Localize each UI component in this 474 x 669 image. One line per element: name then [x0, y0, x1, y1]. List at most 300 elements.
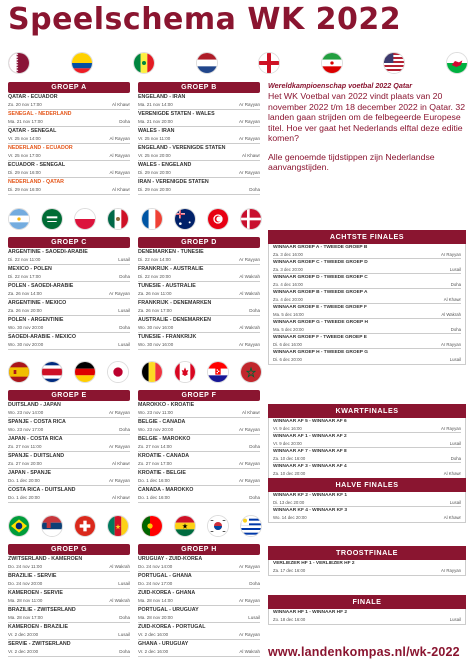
round-heading: HALVE FINALES: [268, 478, 466, 492]
match-date: Wo. 30 nov 20:00: [8, 342, 44, 347]
match-meta: [138, 614, 260, 621]
match-teams: TUNESIE - FRANKRIJK: [138, 334, 197, 340]
serbia-flag: [41, 515, 63, 537]
match-teams: WINNAAR HF 1 - WINNAAR HF 2: [273, 610, 348, 615]
match-row: [8, 110, 130, 127]
knockout-match: [273, 259, 461, 274]
match-teams: URUGUAY - ZUID-KOREA: [138, 556, 203, 562]
match-date: Wo. 30 nov 16:00: [138, 342, 174, 347]
page-title: Speelschema WK 2022: [8, 2, 402, 37]
group-heading: GROEP G: [8, 544, 130, 555]
match-row: [138, 589, 260, 606]
match-teams: QATAR - SENEGAL: [8, 128, 57, 134]
match-meta: [138, 426, 260, 433]
match-teams: ZUID-KOREA - PORTUGAL: [138, 624, 206, 630]
match-teams: ENGELAND - VERENIGDE STATEN: [138, 145, 226, 151]
match-venue: Lusail: [449, 499, 461, 505]
match-teams: DUITSLAND - JAPAN: [8, 402, 61, 408]
match-date: Zo. 27 nov 11:00: [8, 444, 42, 449]
match-date: Vr. 2 dec 20:00: [8, 632, 39, 637]
match-teams: WALES - ENGELAND: [138, 162, 192, 168]
match-date: Za. 10 dec 16:00: [273, 455, 306, 461]
match-meta: [8, 477, 130, 484]
group-heading: GROEP A: [8, 82, 130, 93]
match-teams: WALES - IRAN: [138, 128, 175, 134]
match-date: Ma. 28 nov 11:00: [8, 598, 43, 603]
match-venue: Ar Rayyan: [238, 136, 260, 141]
knockout-match: [273, 463, 461, 478]
match-meta: [8, 426, 130, 433]
match-venue: Lusail: [449, 356, 461, 362]
match-teams: GHANA - URUGUAY: [138, 641, 189, 647]
match-meta: [138, 494, 260, 501]
belgium-flag: [141, 361, 163, 383]
match-row: [8, 333, 130, 350]
match-teams: WINNAAR KF 2 - WINNAAR KF 1: [273, 493, 348, 498]
knockout-match: [273, 244, 461, 259]
match-venue: Al Khawr: [111, 102, 130, 107]
ecuador-flag: [71, 52, 93, 74]
match-meta: [138, 118, 260, 125]
saudi-arabia-flag: [41, 208, 63, 230]
match-date: Zo. 27 nov 20:00: [8, 461, 42, 466]
match-venue: Lusail: [449, 616, 461, 622]
match-date: Za. 3 dec 16:00: [273, 251, 303, 257]
match-row: [138, 178, 260, 195]
knockout-match: [273, 560, 461, 575]
match-meta: [8, 341, 130, 348]
match-venue: Al Khawr: [241, 153, 260, 158]
knockout-match: [273, 448, 461, 463]
match-venue: Lusail: [449, 266, 461, 272]
knockout-match: [273, 433, 461, 448]
match-venue: Doha: [119, 325, 130, 330]
match-date: Di. 13 dec 20:00: [273, 499, 305, 505]
match-teams: WINNAAR GROEP A - TWEEDE GROEP B: [273, 245, 368, 250]
match-date: Wo. 23 nov 20:00: [138, 427, 174, 432]
match-date: Vr. 2 dec 20:00: [8, 649, 39, 654]
match-meta: [138, 477, 260, 484]
match-meta: [273, 267, 461, 273]
knockout-match: [273, 349, 461, 364]
match-venue: Al Wakrah: [109, 598, 130, 603]
match-meta: [138, 631, 260, 638]
match-venue: Ar Rayyan: [238, 257, 260, 262]
match-venue: Al Wakrah: [239, 325, 260, 330]
match-venue: Al Khawr: [443, 470, 461, 476]
match-teams: WINNAAR AF 1 - WINNAAR AF 2: [273, 434, 347, 439]
iran-flag: [321, 52, 343, 74]
croatia-flag: [207, 361, 229, 383]
match-row: [8, 248, 130, 265]
match-venue: Ar Rayyan: [440, 567, 461, 573]
match-meta: [138, 101, 260, 108]
knockout-match: [273, 507, 461, 522]
match-date: Vr. 25 nov 17:00: [8, 153, 41, 158]
match-row: [8, 144, 130, 161]
match-teams: ZUID-KOREA - GHANA: [138, 590, 196, 596]
match-venue: Lusail: [118, 257, 130, 262]
match-meta: [138, 341, 260, 348]
match-date: Di. 29 nov 20:00: [138, 187, 171, 192]
match-date: Vr. 25 nov 20:00: [138, 153, 171, 158]
match-venue: Doha: [119, 119, 130, 124]
japan-flag: [107, 361, 129, 383]
match-row: [138, 333, 260, 350]
match-venue: Al Khawr: [111, 461, 130, 466]
match-teams: ECUADOR - SENEGAL: [8, 162, 66, 168]
match-teams: KAMEROEN - BRAZILIE: [8, 624, 69, 630]
match-meta: [8, 135, 130, 142]
match-meta: [273, 342, 461, 348]
match-date: Ma. 5 dec 20:00: [273, 326, 304, 332]
match-venue: Ar Rayyan: [108, 410, 130, 415]
match-date: Zo. 20 nov 17:00: [8, 102, 42, 107]
match-teams: WINNAAR AF 7 - WINNAAR AF 8: [273, 449, 347, 454]
match-date: Wo. 23 nov 14:00: [8, 410, 44, 415]
match-meta: [138, 409, 260, 416]
intro-title: Wereldkampioenschap voetbal 2022 Qatar: [268, 81, 413, 90]
intro-note: Alle genoemde tijdstippen zijn Nederlandse aanvangstijden.: [268, 151, 435, 172]
match-venue: Doha: [249, 495, 260, 500]
match-meta: [138, 290, 260, 297]
match-meta: [273, 456, 461, 462]
match-venue: Ar Rayyan: [238, 427, 260, 432]
match-date: Za. 26 nov 14:00: [8, 291, 42, 296]
match-teams: SAOEDI-ARABIE - MEXICO: [8, 334, 76, 340]
match-row: [8, 178, 130, 195]
flag-row: [8, 515, 262, 541]
match-row: [138, 110, 260, 127]
match-meta: [8, 563, 130, 570]
match-teams: BRAZILIE - SERVIE: [8, 573, 57, 579]
round-matches: [268, 418, 466, 479]
match-teams: WINNAAR GROEP F - TWEEDE GROEP E: [273, 335, 367, 340]
match-row: [8, 452, 130, 469]
match-date: Di. 22 nov 14:00: [138, 257, 171, 262]
match-meta: [138, 256, 260, 263]
match-date: Di. 6 dec 16:00: [273, 341, 302, 347]
match-teams: AUSTRALIE - DENEMARKEN: [138, 317, 211, 323]
match-row: [8, 299, 130, 316]
match-date: Do. 1 dec 16:00: [138, 495, 170, 500]
match-row: [8, 265, 130, 282]
match-date: Do. 24 nov 14:00: [138, 564, 173, 569]
match-row: [138, 606, 260, 623]
match-teams: KROATIE - BELGIE: [138, 470, 186, 476]
match-teams: VERENIGDE STATEN - WALES: [138, 111, 215, 117]
match-meta: [8, 152, 130, 159]
match-meta: [138, 597, 260, 604]
match-venue: Al Khawr: [443, 514, 461, 520]
match-teams: ENGELAND - IRAN: [138, 94, 186, 100]
match-meta: [138, 186, 260, 193]
knockout-match: [273, 609, 461, 624]
match-teams: QATAR - ECUADOR: [8, 94, 58, 100]
match-date: Ma. 28 nov 17:00: [8, 615, 43, 620]
match-row: [138, 93, 260, 110]
group-heading: GROEP C: [8, 237, 130, 248]
group-c: [8, 237, 130, 350]
match-date: Wo. 14 dec 20:00: [273, 514, 307, 520]
match-venue: Ar Rayyan: [108, 478, 130, 483]
match-row: [138, 248, 260, 265]
flag-row: [8, 361, 262, 387]
knockout-match: [273, 304, 461, 319]
knockout-match: [273, 418, 461, 433]
match-row: [138, 282, 260, 299]
round-matches: [268, 609, 466, 625]
match-row: [138, 435, 260, 452]
flag-row: [8, 208, 262, 234]
match-venue: Ar Rayyan: [108, 291, 130, 296]
group-d: [138, 237, 260, 350]
match-venue: Ar Rayyan: [238, 102, 260, 107]
match-meta: [8, 169, 130, 176]
match-meta: [8, 307, 130, 314]
match-teams: VERLIEZER HF 1 - VERLIEZER HF 2: [273, 561, 355, 566]
mexico-flag: [107, 208, 129, 230]
match-row: [8, 589, 130, 606]
match-venue: Ar Rayyan: [108, 444, 130, 449]
match-meta: [138, 443, 260, 450]
match-teams: FRANKRIJK - AUSTRALIE: [138, 266, 204, 272]
match-meta: [273, 426, 461, 432]
match-venue: Lusail: [248, 615, 260, 620]
denmark-flag: [240, 208, 262, 230]
match-row: [8, 555, 130, 572]
match-row: [138, 486, 260, 503]
match-teams: NEDERLAND - ECUADOR: [8, 145, 73, 151]
australia-flag: [174, 208, 196, 230]
match-date: Za. 26 nov 11:00: [138, 291, 172, 296]
knockout-match: [273, 319, 461, 334]
match-meta: [138, 169, 260, 176]
match-row: [8, 161, 130, 178]
match-meta: [273, 252, 461, 258]
match-teams: BRAZILIE - ZWITSERLAND: [8, 607, 76, 613]
match-teams: NEDERLAND - QATAR: [8, 179, 65, 185]
match-meta: [273, 515, 461, 521]
match-venue: Lusail: [118, 308, 130, 313]
round-matches: [268, 560, 466, 576]
match-teams: MAROKKO - KROATIE: [138, 402, 195, 408]
match-meta: [8, 118, 130, 125]
brazil-flag: [8, 515, 30, 537]
match-date: Do. 24 nov 17:00: [138, 581, 173, 586]
wales-flag: [446, 52, 468, 74]
intro-section: [268, 81, 466, 173]
match-venue: Ar Rayyan: [238, 119, 260, 124]
match-date: Zo. 4 dec 20:00: [273, 296, 303, 302]
usa-flag: [383, 52, 405, 74]
group-heading: GROEP F: [138, 390, 260, 401]
match-teams: POLEN - ARGENTINIE: [8, 317, 64, 323]
match-venue: Doha: [119, 615, 130, 620]
match-date: Vr. 2 dec 16:00: [138, 632, 169, 637]
match-teams: DENEMARKEN - TUNESIE: [138, 249, 204, 255]
match-venue: Doha: [450, 455, 461, 461]
match-row: [8, 93, 130, 110]
group-a: [8, 82, 130, 195]
match-date: Do. 1 dec 20:00: [8, 495, 40, 500]
match-row: [8, 418, 130, 435]
match-teams: WINNAAR GROEP G - TWEEDE GROEP H: [273, 320, 368, 325]
match-venue: Doha: [119, 427, 130, 432]
match-date: Wo. 30 nov 20:00: [8, 325, 44, 330]
france-flag: [141, 208, 163, 230]
match-teams: WINNAAR AF 5 - WINNAAR AF 6: [273, 419, 347, 424]
match-teams: FRANKRIJK - DENEMARKEN: [138, 300, 212, 306]
round-matches: [268, 244, 466, 365]
match-meta: [273, 312, 461, 318]
match-teams: WINNAAR GROEP B - TWEEDE GROEP A: [273, 290, 368, 295]
match-meta: [8, 324, 130, 331]
match-row: [138, 469, 260, 486]
match-meta: [273, 357, 461, 363]
match-venue: Ar Rayyan: [238, 564, 260, 569]
match-teams: PORTUGAL - GHANA: [138, 573, 192, 579]
argentina-flag: [8, 208, 30, 230]
match-teams: ARGENTINIE - MEXICO: [8, 300, 67, 306]
round-heading: KWARTFINALES: [268, 404, 466, 418]
group-heading: GROEP E: [8, 390, 130, 401]
match-date: Di. 22 nov 17:00: [8, 274, 41, 279]
match-row: [138, 640, 260, 657]
match-teams: WINNAAR GROEP H - TWEEDE GROEP G: [273, 350, 368, 355]
knockout-match: [273, 289, 461, 304]
match-teams: COSTA RICA - DUITSLAND: [8, 487, 76, 493]
match-teams: WINNAAR KF 4 - WINNAAR KF 3: [273, 508, 348, 513]
match-meta: [8, 290, 130, 297]
match-date: Ma. 28 nov 20:00: [138, 615, 173, 620]
match-date: Wo. 30 nov 16:00: [138, 325, 174, 330]
match-teams: BELGIE - CANADA: [138, 419, 186, 425]
match-venue: Doha: [450, 281, 461, 287]
match-date: Di. 29 nov 20:00: [138, 170, 171, 175]
match-venue: Doha: [119, 649, 130, 654]
match-teams: WINNAAR GROEP E - TWEEDE GROEP F: [273, 305, 367, 310]
match-meta: [138, 273, 260, 280]
match-row: [8, 435, 130, 452]
group-b: [138, 82, 260, 195]
match-venue: Al Rayyan: [109, 136, 130, 141]
match-date: Ma. 28 nov 14:00: [138, 598, 173, 603]
match-venue: Al Wakrah: [239, 291, 260, 296]
match-date: Wo. 23 nov 11:00: [138, 410, 173, 415]
match-date: Za. 26 nov 20:00: [8, 308, 42, 313]
match-row: [8, 282, 130, 299]
match-venue: Doha: [249, 444, 260, 449]
match-teams: KROATIE - CANADA: [138, 453, 190, 459]
uruguay-flag: [240, 515, 262, 537]
cameroon-flag: [107, 515, 129, 537]
website-url[interactable]: www.landenkompas.nl/wk-2022: [268, 645, 460, 659]
match-meta: [8, 580, 130, 587]
match-date: Vr. 25 nov 14:00: [8, 136, 41, 141]
match-venue: Ar Rayyan: [238, 461, 260, 466]
match-meta: [273, 297, 461, 303]
group-heading: GROEP B: [138, 82, 260, 93]
match-teams: JAPAN - SPANJE: [8, 470, 52, 476]
match-meta: [8, 273, 130, 280]
match-row: [138, 127, 260, 144]
match-meta: [8, 648, 130, 655]
match-meta: [8, 409, 130, 416]
match-venue: Ar Rayyan: [440, 251, 461, 257]
match-venue: Al Wakrah: [239, 649, 260, 654]
match-date: Ma. 5 dec 16:00: [273, 311, 304, 317]
round-heading: ACHTSTE FINALES: [268, 230, 466, 244]
match-venue: Doha: [249, 308, 260, 313]
match-meta: [138, 135, 260, 142]
match-teams: WINNAAR GROEP D - TWEEDE GROEP C: [273, 275, 368, 280]
match-teams: WINNAAR GROEP C - TWEEDE GROEP D: [273, 260, 368, 265]
costa-rica-flag: [41, 361, 63, 383]
match-teams: PORTUGAL - URUGUAY: [138, 607, 199, 613]
match-venue: Al Rayyan: [109, 153, 130, 158]
semi-finals: [268, 478, 466, 523]
round-of-16: [268, 230, 466, 365]
match-row: [8, 606, 130, 623]
match-teams: WINNAAR AF 3 - WINNAAR AF 4: [273, 464, 347, 469]
group-g: [8, 544, 130, 657]
match-meta: [138, 580, 260, 587]
match-row: [8, 469, 130, 486]
match-meta: [138, 324, 260, 331]
match-venue: Al Wakrah: [441, 311, 461, 317]
match-venue: Doha: [249, 581, 260, 586]
match-meta: [138, 152, 260, 159]
match-venue: Doha: [249, 187, 260, 192]
match-date: Di. 22 nov 20:00: [138, 274, 171, 279]
round-heading: FINALE: [268, 595, 466, 609]
knockout-match: [273, 492, 461, 507]
match-date: Za. 10 dec 20:00: [273, 470, 306, 476]
third-place-match: [268, 546, 466, 576]
match-venue: Lusail: [118, 581, 130, 586]
match-row: [138, 452, 260, 469]
match-venue: Lusail: [118, 632, 130, 637]
match-row: [8, 486, 130, 503]
match-teams: MEXICO - POLEN: [8, 266, 52, 272]
match-date: Di. 22 nov 11:00: [8, 257, 41, 262]
match-meta: [8, 443, 130, 450]
round-matches: [268, 492, 466, 523]
match-row: [138, 572, 260, 589]
match-row: [138, 265, 260, 282]
match-venue: Doha: [119, 274, 130, 279]
match-row: [8, 572, 130, 589]
final: [268, 595, 466, 625]
match-venue: Ar Rayyan: [238, 632, 260, 637]
match-date: Do. 24 nov 11:00: [8, 564, 42, 569]
match-venue: Ar Rayyan: [238, 170, 260, 175]
england-flag: [258, 52, 280, 74]
group-h: [138, 544, 260, 657]
match-date: Ma. 21 nov 20:00: [138, 119, 173, 124]
match-venue: Al Khawr: [111, 495, 130, 500]
match-venue: Ar Rayyan: [238, 342, 260, 347]
match-venue: Al Wakrah: [239, 274, 260, 279]
match-meta: [8, 597, 130, 604]
netherlands-flag: [196, 52, 218, 74]
match-row: [138, 144, 260, 161]
round-heading: TROOSTFINALE: [268, 546, 466, 560]
match-row: [8, 316, 130, 333]
match-date: Za. 17 dec 16:00: [273, 567, 306, 573]
match-date: Zo. 27 nov 14:00: [138, 444, 172, 449]
